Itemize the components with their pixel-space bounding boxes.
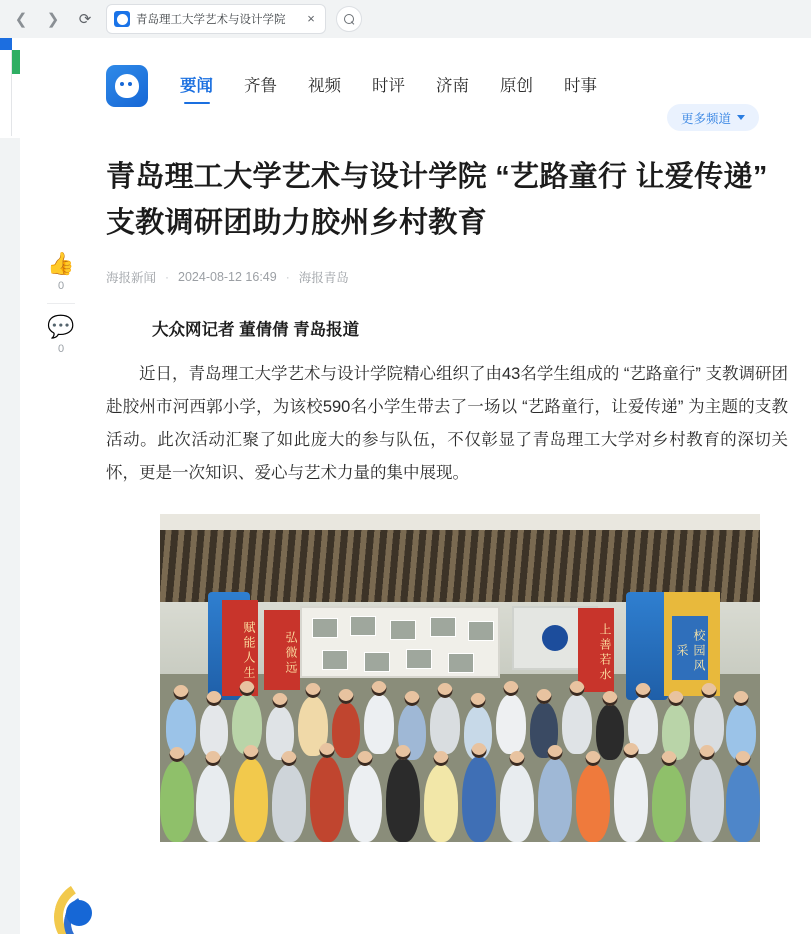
site-nav [180, 72, 597, 100]
article-timestamp: 2024-08-12 16:49 [178, 270, 277, 284]
browser-tabstrip [0, 0, 811, 38]
nav-item-shipin[interactable]: 视频 [308, 77, 341, 95]
more-channels-label: 更多频道 [680, 111, 731, 126]
article-source: 海报新闻 [106, 271, 157, 285]
close-icon[interactable]: × [307, 11, 315, 26]
tab-title: 青岛理工大学艺术与设计学院 [136, 14, 286, 26]
page-title: 青岛理工大学艺术与设计学院 “艺路童行 让爱传递” 支教调研团助力胶州乡村教育 [106, 161, 768, 239]
thumbs-up-icon[interactable]: 👍 [47, 251, 75, 276]
nav-item-shiping[interactable]: 时评 [372, 77, 405, 95]
photo-ceiling-band [160, 514, 760, 530]
article-meta [106, 268, 788, 286]
article [106, 154, 788, 842]
like-group[interactable] [47, 253, 74, 292]
browser-nav-buttons [0, 4, 100, 34]
like-count: 0 [57, 280, 65, 292]
chevron-down-icon [737, 115, 745, 120]
article-action-rail [31, 253, 91, 355]
more-channels-button[interactable] [667, 104, 759, 131]
back-icon[interactable]: ❮ [14, 10, 28, 28]
comment-count: 0 [57, 343, 65, 355]
nav-item-qilu[interactable]: 齐鲁 [244, 77, 277, 95]
comment-group[interactable] [47, 316, 74, 355]
decor-strip-white [0, 50, 12, 136]
meta-separator: · [165, 270, 170, 284]
article-paragraph: 近日，青岛理工大学艺术与设计学院精心组织了由43名学生组成的 “艺路童行” 支教调研团赴胶州市河西郭小学，为该校590名小学生带去了一场以 “艺路童行，让爱传递” 为主题的支教活动。此次活动汇聚了如此庞大的参与队伍，不仅彰显了青岛理工大学对乡村教育的深切关怀，更是一次知识、爱心与艺术力量的集中展现。 [106, 365, 789, 482]
comment-bubble-icon[interactable]: 💬 [47, 314, 75, 339]
haibao-news-logo[interactable] [106, 65, 148, 107]
site-favicon [114, 11, 130, 27]
forward-icon[interactable]: ❯ [46, 10, 60, 28]
decor-strip-green [12, 50, 20, 74]
nav-item-jinan[interactable]: 济南 [436, 77, 469, 95]
nav-item-shishi[interactable]: 时事 [564, 77, 597, 95]
tab-search-button[interactable] [336, 6, 362, 32]
meta-separator-2: · [285, 270, 290, 284]
divider [47, 303, 75, 304]
search-icon [344, 14, 355, 25]
photo-banner-3: 上善若水 [578, 608, 614, 692]
article-byline: 大众网记者 董倩倩 青岛报道 [152, 321, 360, 339]
photo-crowd [160, 664, 760, 842]
decor-strip-blue [0, 38, 12, 50]
group-photo-of-students-and-volunteers [160, 514, 760, 842]
photo-banner-4: 校园风采 [672, 616, 708, 680]
page-viewport [20, 38, 811, 934]
article-channel: 海报青岛 [298, 271, 349, 285]
decorative-logo-watermark [48, 874, 128, 934]
site-header [20, 38, 811, 134]
nav-item-yaowen[interactable]: 要闻 [180, 72, 213, 100]
photo-banner-2: 弘微远 [264, 610, 300, 690]
photo-banner-1: 赋能人生 [222, 600, 258, 696]
nav-item-yuanchuang[interactable]: 原创 [500, 77, 533, 95]
reload-icon[interactable]: ⟳ [78, 10, 92, 28]
browser-tab[interactable] [106, 4, 326, 34]
